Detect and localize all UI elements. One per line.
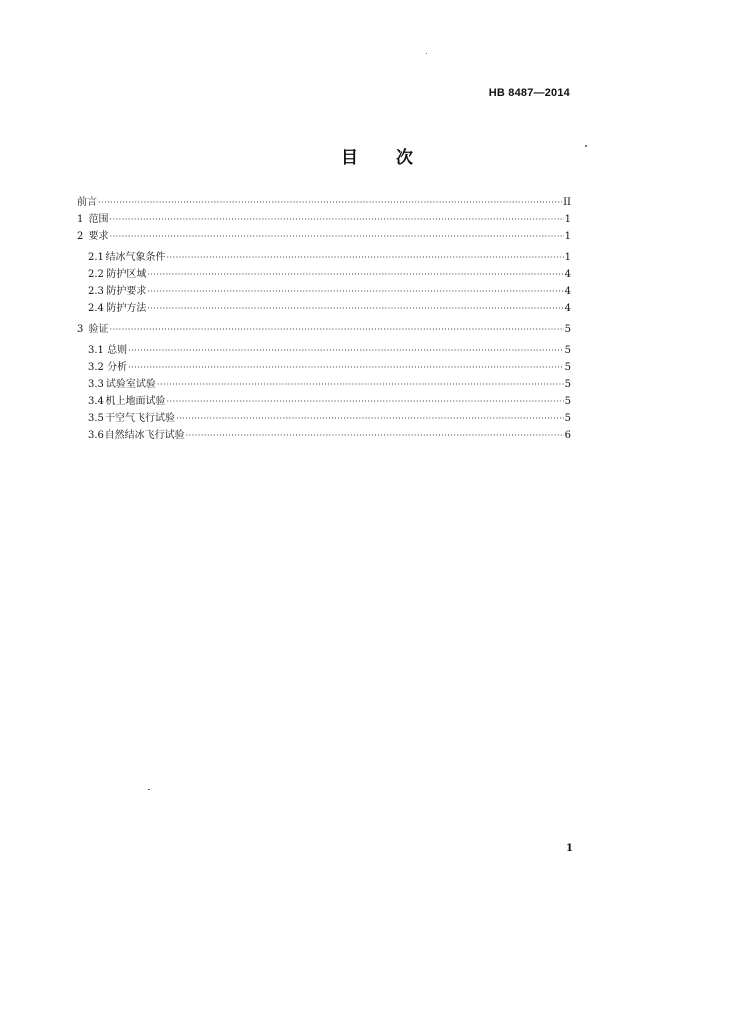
toc-label: 分析: [107, 362, 128, 373]
toc-label: 干空气飞行试验: [105, 413, 176, 424]
toc-leader: [147, 283, 563, 300]
toc-entry-3[interactable]: [77, 321, 571, 338]
page-title: [0, 143, 754, 168]
toc-page: 1: [564, 252, 571, 263]
toc-entry-2-1[interactable]: [77, 249, 571, 266]
toc-leader: [110, 321, 564, 338]
toc-leader: [176, 410, 564, 427]
toc-entry-3-1[interactable]: [77, 342, 571, 359]
toc-entry-3-2[interactable]: [77, 359, 571, 376]
toc-page: 5: [564, 379, 571, 390]
toc-leader: [110, 228, 564, 245]
toc-entry-2-2[interactable]: [77, 266, 571, 283]
toc-page: 1: [564, 214, 571, 225]
toc-label: 自然结冰飞行试验: [104, 430, 185, 441]
page-number: 1: [566, 843, 573, 854]
toc-leader: [128, 342, 563, 359]
toc-entry-1[interactable]: [77, 211, 571, 228]
title-char-2: 次: [396, 148, 413, 168]
toc-page: 5: [564, 413, 571, 424]
toc-label: 范围: [88, 214, 109, 225]
toc-leader: [166, 249, 563, 266]
toc-leader: [147, 300, 563, 317]
toc-entry-2-4[interactable]: [77, 300, 571, 317]
toc-number: 2.1: [88, 252, 104, 263]
scan-speck: [426, 53, 427, 54]
toc-number: 3.1: [88, 345, 104, 356]
page-header: HB 8487—2014: [488, 87, 570, 99]
toc-label: 验证: [88, 324, 109, 335]
scan-speck: [585, 145, 587, 147]
toc-leader: [157, 376, 564, 393]
toc-page: 5: [564, 396, 571, 407]
toc-page: 6: [564, 430, 571, 441]
toc-label: 防护方法: [106, 303, 147, 314]
toc-number: 2: [77, 231, 84, 242]
toc-number: 3.2: [88, 362, 104, 373]
toc-number: 2.2: [88, 269, 104, 280]
toc-number: 3.6: [88, 430, 104, 441]
toc-number: 3.4: [88, 396, 104, 407]
toc-entry-3-6[interactable]: [77, 427, 571, 444]
toc-leader: [110, 211, 564, 228]
scan-speck: [148, 789, 150, 790]
toc-leader: [147, 266, 563, 283]
title-char-1: 目: [341, 148, 358, 168]
toc-leader: [166, 393, 563, 410]
toc-page: 1: [564, 231, 571, 242]
toc-label: 结冰气象条件: [105, 252, 166, 263]
toc-entry-3-3[interactable]: [77, 376, 571, 393]
toc-label: 机上地面试验: [105, 396, 166, 407]
toc-page: 5: [564, 362, 571, 373]
toc-page: 4: [564, 303, 571, 314]
toc-entry-3-4[interactable]: [77, 393, 571, 410]
toc-number: 3: [77, 324, 84, 335]
toc-entry-2-3[interactable]: [77, 283, 571, 300]
toc-leader: [186, 427, 564, 444]
toc-label: 前言: [77, 197, 97, 208]
toc-label: 要求: [88, 231, 109, 242]
toc-number: 1: [77, 214, 84, 225]
toc-page: 5: [564, 345, 571, 356]
toc-number: 2.4: [88, 303, 104, 314]
table-of-contents: [77, 194, 571, 444]
toc-number: 2.3: [88, 286, 104, 297]
toc-page: 4: [564, 286, 571, 297]
toc-label: 试验室试验: [105, 379, 156, 390]
toc-entry-2[interactable]: [77, 228, 571, 245]
toc-leader: [128, 359, 563, 376]
toc-page: II: [563, 197, 571, 208]
toc-page: 4: [564, 269, 571, 280]
toc-number: 3.3: [88, 379, 104, 390]
toc-entry-3-5[interactable]: [77, 410, 571, 427]
toc-leader: [98, 194, 562, 211]
toc-label: 防护要求: [106, 286, 147, 297]
toc-entry-foreword[interactable]: [77, 194, 571, 211]
toc-label: 总则: [107, 345, 128, 356]
toc-page: 5: [564, 324, 571, 335]
toc-label: 防护区域: [106, 269, 147, 280]
toc-number: 3.5: [88, 413, 104, 424]
